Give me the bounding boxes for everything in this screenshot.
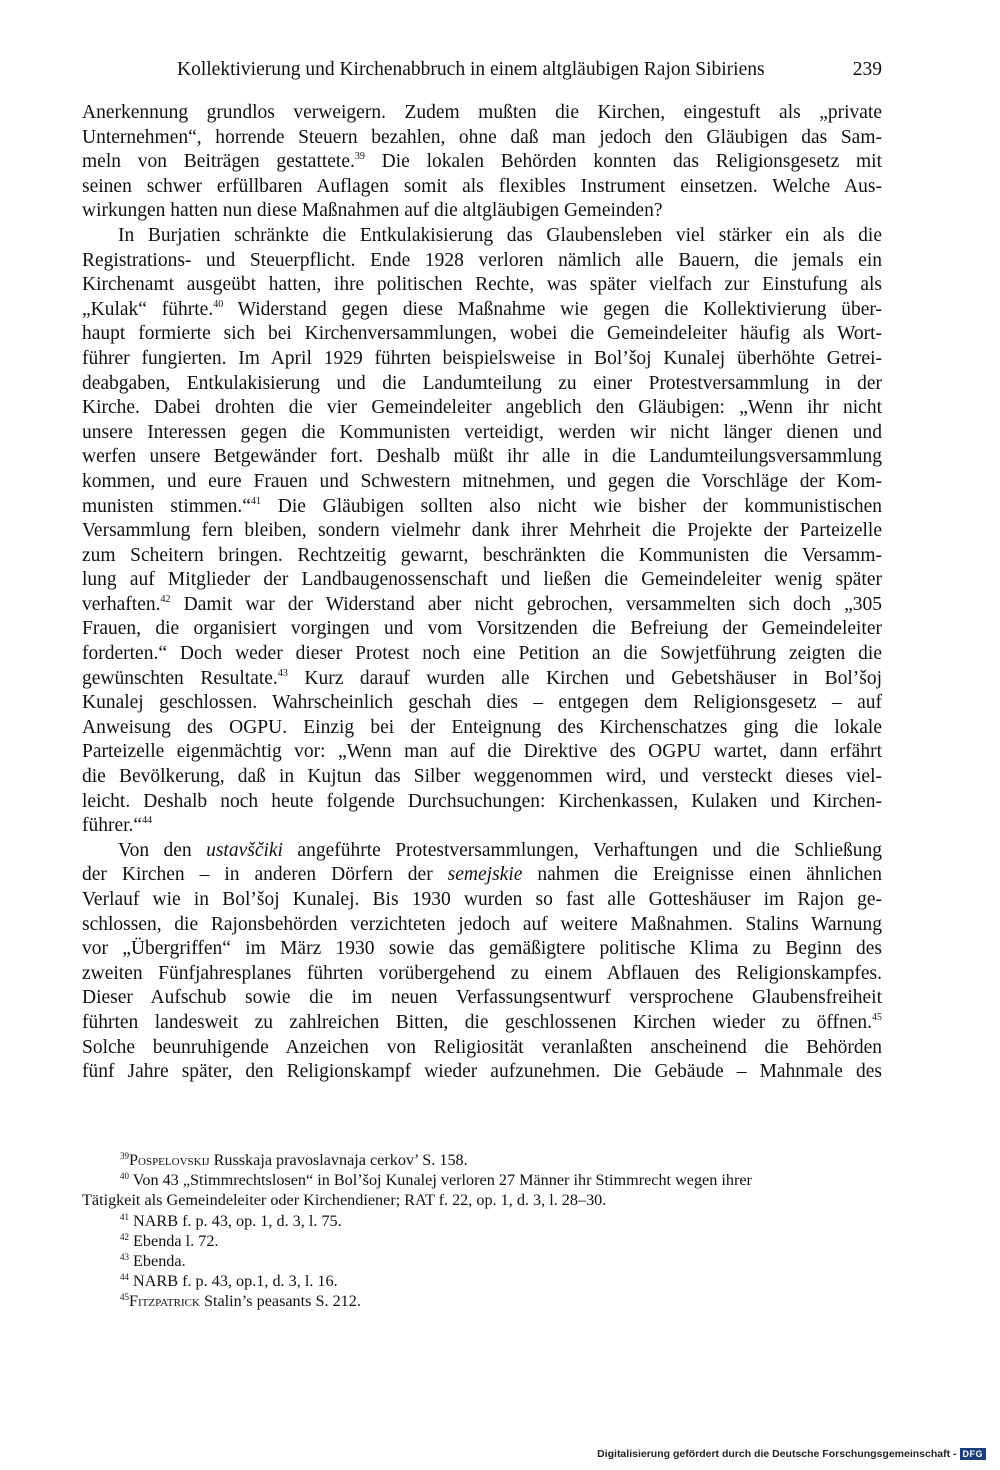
text-line bbox=[82, 298, 882, 323]
text-segment: lung auf Mitglieder der Landbaugenossenschaft und ließen die Gemeindeleiter wenig später bbox=[82, 569, 882, 591]
footnote-ref: 42 bbox=[160, 593, 171, 605]
text-segment: führten landesweit zu zahlreichen Bitten, die geschlossenen Kirchen wieder zu öffnen. bbox=[82, 1011, 872, 1033]
footnote bbox=[82, 1251, 882, 1271]
text-line bbox=[82, 863, 882, 888]
text-line bbox=[82, 273, 882, 298]
footnote-ref: 39 bbox=[354, 151, 365, 163]
text-line bbox=[82, 617, 882, 642]
text-segment: schlossen, die Rajonsbehörden verzichteten jedoch auf weitere Maßnahmen. Stalins Warnung bbox=[82, 913, 882, 935]
text-line bbox=[82, 445, 882, 470]
footnote-ref: 43 bbox=[277, 667, 288, 679]
running-head-title: Kollektivierung und Kirchenabbruch in einem altgläubigen Rajon Sibiriens bbox=[177, 59, 765, 80]
text-segment: führer.“ bbox=[82, 815, 143, 837]
text-line bbox=[82, 642, 882, 667]
text-segment: verhaften. bbox=[82, 593, 161, 615]
footnote-text: Ebenda. bbox=[129, 1252, 186, 1271]
text-line bbox=[82, 1011, 882, 1036]
text-line bbox=[82, 814, 882, 839]
text-segment: wirkungen hatten nun diese Maßnahmen auf die altgläubigen Gemeinden? bbox=[82, 200, 663, 222]
text-segment: fünf Jahre später, den Religionskampf wieder aufzunehmen. Die Gebäude – Mahnmale des bbox=[82, 1061, 882, 1083]
body-text bbox=[82, 101, 882, 1085]
text-segment: seinen schwer erfüllbaren Auflagen somit als flexibles Instrument einsetzen. Welche Aus- bbox=[82, 175, 882, 197]
text-segment: führer fungierten. Im April 1929 führten beispielsweise in Bol’šoj Kunalej überhöhte Getrei- bbox=[82, 347, 882, 369]
text-line bbox=[82, 691, 882, 716]
text-segment: Anweisung des OGPU. Einzig bei der Enteignung des Kirchenschatzes ging die lokale bbox=[82, 716, 882, 738]
footnote bbox=[82, 1190, 882, 1210]
text-segment: Registrations- und Steuerpflicht. Ende 1928 verloren nämlich alle Bauern, die jemals ein bbox=[82, 249, 882, 271]
text-segment: Damit war der Widerstand aber nicht gebrochen, versammelten sich doch „305 bbox=[170, 593, 882, 615]
digitization-note bbox=[597, 1448, 986, 1460]
text-segment: „Kulak“ führte. bbox=[82, 298, 214, 320]
text-line bbox=[82, 765, 882, 790]
text-line bbox=[82, 568, 882, 593]
text-line bbox=[82, 839, 882, 864]
text-segment: Kurz darauf wurden alle Kirchen und Gebetshäuser in Bol’šoj bbox=[287, 667, 882, 689]
text-segment: Parteizelle eigenmächtig vor: „Wenn man auf die Direktive des OGPU wartet, dann erfährt bbox=[82, 741, 882, 763]
digitization-note-text: Digitalisierung gefördert durch die Deutsche Forschungsgemeinschaft - bbox=[597, 1448, 957, 1460]
footnote-author: Fitzpatrick bbox=[129, 1292, 200, 1311]
footnote bbox=[82, 1231, 882, 1251]
page-number: 239 bbox=[852, 59, 882, 80]
text-line bbox=[82, 544, 882, 569]
text-segment: In Burjatien schränkte die Entkulakisierung das Glaubensleben viel stärker ein als die bbox=[118, 224, 882, 246]
text-line bbox=[82, 716, 882, 741]
text-segment: unsere Interessen gegen die Kommunisten verteidigt, werden wir nicht länger dienen und bbox=[82, 421, 882, 443]
text-line bbox=[82, 937, 882, 962]
text-segment: vor „Übergriffen“ im März 1930 sowie das gemäßigtere politische Klima zu Beginn des bbox=[82, 938, 882, 960]
footnote-text: Von 43 „Stimmrechtslosen“ in Bol’šoj Kunalej verloren 27 Männer ihr Stimmrecht wegen ihrer bbox=[129, 1171, 752, 1190]
footnote-text: Russkaja pravoslavnaja cerkov’ S. 158. bbox=[209, 1151, 468, 1169]
text-segment: leicht. Deshalb noch heute folgende Durchsuchungen: Kirchenkassen, Kulaken und Kirchen- bbox=[82, 790, 882, 812]
text-line bbox=[82, 495, 882, 520]
text-line bbox=[82, 421, 882, 446]
text-segment: Die Gläubigen sollten also nicht wie bisher der kommunistischen bbox=[260, 495, 882, 517]
text-line bbox=[82, 790, 882, 815]
text-line bbox=[82, 372, 882, 397]
text-segment: Die lokalen Behörden konnten das Religionsgesetz mit bbox=[364, 151, 883, 173]
text-line bbox=[82, 175, 882, 200]
text-line bbox=[82, 740, 882, 765]
footnotes bbox=[82, 1150, 882, 1312]
footnote-author: Pospelovskij bbox=[129, 1151, 210, 1169]
text-segment: werfen unsere Betgewänder fort. Deshalb müßt ihr alle in die Landumteilungsversammlung bbox=[82, 446, 882, 468]
footnote-text: Tätigkeit als Gemeindeleiter oder Kirchendiener; RAT f. 22, op. 1, d. 3, l. 28–30. bbox=[82, 1191, 607, 1210]
text-line bbox=[82, 150, 882, 175]
footnote-text: Stalin’s peasants S. 212. bbox=[199, 1292, 361, 1311]
text-segment: Kunalej geschlossen. Wahrscheinlich geschah dies – entgegen dem Religionsgesetz – auf bbox=[82, 692, 882, 714]
footnote-number: 39 bbox=[120, 1151, 129, 1161]
text-line bbox=[82, 986, 882, 1011]
text-segment: haupt formierte sich bei Kirchenversammlungen, wobei die Gemeindeleiter häufig als Wort- bbox=[82, 323, 882, 345]
footnote bbox=[82, 1271, 882, 1291]
text-segment: munisten stimmen.“ bbox=[82, 495, 251, 517]
italic-term: semejskie bbox=[447, 864, 523, 886]
text-line bbox=[82, 126, 882, 151]
text-segment: Unternehmen“, horrende Steuern bezahlen, ohne daß man jedoch den Gläubigen das Sam- bbox=[82, 126, 882, 148]
text-line bbox=[82, 888, 882, 913]
text-segment: Solche beunruhigende Anzeichen von Religiosität veranlaßten anscheinend die Behörden bbox=[82, 1036, 882, 1058]
italic-term: ustavščiki bbox=[206, 839, 283, 861]
text-segment: deabgaben, Entkulakisierung und die Landumteilung zu einer Protestversammlung in der bbox=[82, 372, 882, 394]
text-segment: nahmen die Ereignisse einen ähnlichen bbox=[522, 864, 882, 886]
footnote-number: 45 bbox=[120, 1292, 129, 1303]
text-line bbox=[82, 224, 882, 249]
text-line bbox=[82, 322, 882, 347]
text-line bbox=[82, 913, 882, 938]
footnote-ref: 40 bbox=[213, 298, 224, 310]
text-line bbox=[82, 101, 882, 126]
footnote-text: NARB f. p. 43, op.1, d. 3, l. 16. bbox=[129, 1272, 338, 1291]
text-segment: zweiten Fünfjahresplanes führten vorübergehend zu einem Abflauen des Religionskampfes. bbox=[82, 962, 882, 984]
text-segment: forderten.“ Doch weder dieser Protest noch eine Petition an die Sowjetführung zeigten die bbox=[82, 643, 882, 665]
footnote-text: NARB f. p. 43, op. 1, d. 3, l. 75. bbox=[129, 1211, 342, 1230]
text-line bbox=[82, 1036, 882, 1061]
text-segment: Von den bbox=[118, 839, 207, 861]
text-segment: Versammlung fern bleiben, sondern vielmehr dank ihrer Mehrheit die Projekte der Parteizelle bbox=[82, 520, 882, 542]
footnote-number: 44 bbox=[120, 1272, 129, 1283]
text-line bbox=[82, 396, 882, 421]
text-line bbox=[82, 667, 882, 692]
footnote-ref: 41 bbox=[250, 495, 261, 507]
text-line bbox=[82, 199, 882, 224]
footnote bbox=[82, 1291, 882, 1311]
footnote bbox=[82, 1150, 882, 1170]
footnote-text: Ebenda l. 72. bbox=[129, 1231, 219, 1250]
footnote-number: 43 bbox=[120, 1252, 129, 1263]
text-line bbox=[82, 962, 882, 987]
text-segment: gewünschten Resultate. bbox=[82, 667, 278, 689]
footnote bbox=[82, 1211, 882, 1231]
text-segment: Anerkennung grundlos verweigern. Zudem mußten die Kirchen, eingestuft als „private bbox=[82, 102, 882, 123]
text-segment: Kirche. Dabei drohten die vier Gemeindeleiter angeblich den Gläubigen: „Wenn ihr nicht bbox=[82, 397, 882, 419]
text-segment: meln von Beiträgen gestattete. bbox=[82, 151, 355, 173]
text-line bbox=[82, 470, 882, 495]
text-segment: Widerstand gegen diese Maßnahme wie gegen die Kollektivierung über- bbox=[223, 298, 882, 320]
text-segment: Kirchenamt ausgeübt hatten, ihre politischen Rechte, was später vielfach zur Einstufung als bbox=[82, 274, 882, 296]
dfg-logo: DFG bbox=[960, 1448, 987, 1460]
footnote-number: 41 bbox=[120, 1211, 129, 1222]
text-line bbox=[82, 1060, 882, 1085]
footnote-ref: 45 bbox=[872, 1011, 882, 1023]
text-segment: angeführte Protestversammlungen, Verhaftungen und die Schließung bbox=[282, 839, 882, 861]
text-line bbox=[82, 249, 882, 274]
text-segment: Frauen, die organisiert vorgingen und vom Vorsitzenden die Befreiung der Gemeindeleiter bbox=[82, 618, 882, 640]
running-head bbox=[82, 56, 882, 84]
text-line bbox=[82, 593, 882, 618]
footnote-number: 40 bbox=[120, 1171, 129, 1182]
text-segment: Dieser Aufschub sowie die im neuen Verfassungsentwurf versprochene Glaubensfreiheit bbox=[82, 987, 882, 1009]
footnote bbox=[82, 1170, 882, 1190]
text-segment: zum Scheitern bringen. Rechtzeitig gewarnt, beschränkten die Kommunisten die Versamm- bbox=[82, 544, 882, 566]
text-line bbox=[82, 519, 882, 544]
footnote-ref: 44 bbox=[142, 815, 153, 827]
text-segment: Verlauf wie in Bol’šoj Kunalej. Bis 1930 wurden so fast alle Gotteshäuser im Rajon ge- bbox=[82, 889, 882, 910]
text-line bbox=[82, 347, 882, 372]
text-segment: die Bevölkerung, daß in Kujtun das Silber weggenommen wird, und versteckt dieses viel- bbox=[82, 766, 882, 788]
text-segment: der Kirchen – in anderen Dörfern der bbox=[82, 864, 448, 886]
footnote-number: 42 bbox=[120, 1231, 129, 1242]
text-segment: kommen, und eure Frauen und Schwestern mitnehmen, und gegen die Vorschläge der Kom- bbox=[82, 470, 882, 492]
